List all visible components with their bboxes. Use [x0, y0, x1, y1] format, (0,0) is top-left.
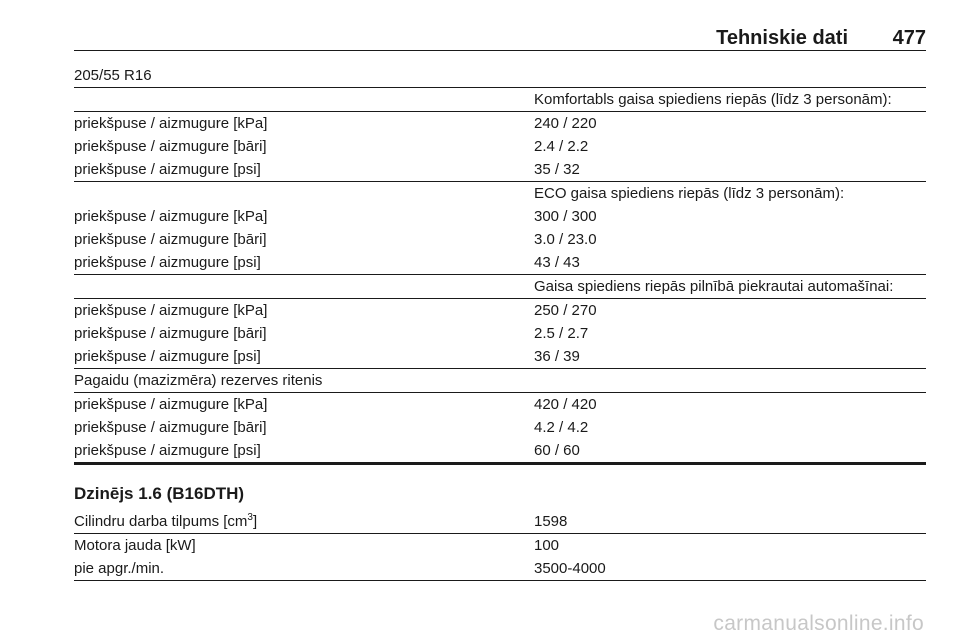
row-label: priekšpuse / aizmugure [kPa] — [74, 115, 268, 132]
table-row — [74, 112, 926, 135]
row-value: 100 — [534, 537, 560, 554]
row-value: 60 / 60 — [534, 442, 580, 459]
row-value: 2.5 / 2.7 — [534, 325, 589, 342]
row-value: 3500-4000 — [534, 560, 606, 577]
spare-heading-row — [74, 369, 926, 393]
row-label: Cilindru darba tilpums $[cm^3]$ — [74, 512, 258, 530]
row-value: 2.4 / 2.2 — [534, 138, 589, 155]
row-label: priekšpuse / aizmugure [psi] — [74, 161, 261, 178]
group-heading-row — [74, 275, 926, 299]
row-label: priekšpuse / aizmugure [kPa] — [74, 208, 268, 225]
row-label: priekšpuse / aizmugure [psi] — [74, 254, 261, 271]
row-label: priekšpuse / aizmugure [bāri] — [74, 138, 267, 155]
row-value: 240 / 220 — [534, 115, 597, 132]
table-row — [74, 205, 926, 228]
page-header — [74, 24, 926, 51]
row-label: priekšpuse / aizmugure [kPa] — [74, 302, 268, 319]
group-heading: ECO gaisa spiediens riepās (līdz 3 personām): — [534, 185, 845, 202]
page-title: Tehniskie dati — [716, 27, 848, 49]
table-row — [74, 299, 926, 322]
table-row — [74, 228, 926, 251]
row-value: 300 / 300 — [534, 208, 597, 225]
table-row — [74, 251, 926, 275]
watermark: carmanualsonline.info — [713, 612, 924, 635]
row-label: Motora jauda [kW] — [74, 537, 196, 554]
row-value: 4.2 / 4.2 — [534, 419, 589, 436]
engine-table — [74, 510, 926, 581]
group-heading: Komfortabls gaisa spiediens riepās (līdz 3 personām): — [534, 91, 892, 108]
row-label: priekšpuse / aizmugure [kPa] — [74, 396, 268, 413]
row-label: priekšpuse / aizmugure [psi] — [74, 442, 261, 459]
table-row — [74, 345, 926, 369]
row-value: 35 / 32 — [534, 161, 580, 178]
table-row — [74, 510, 926, 534]
table-row — [74, 393, 926, 416]
row-value: 1598 — [534, 513, 568, 530]
table-row — [74, 557, 926, 581]
row-label: priekšpuse / aizmugure [psi] — [74, 348, 261, 365]
group-heading-row — [74, 182, 926, 205]
page-number: 477 — [892, 27, 926, 49]
row-label: priekšpuse / aizmugure [bāri] — [74, 419, 267, 436]
row-value: 3.0 / 23.0 — [534, 231, 597, 248]
row-value: 43 / 43 — [534, 254, 580, 271]
engine-section-title: Dzinējs 1.6 (B16DTH) — [74, 484, 245, 503]
table-row — [74, 135, 926, 158]
group-heading: Gaisa spiediens riepās pilnībā piekrautai automašīnai: — [534, 278, 894, 295]
spare-heading: Pagaidu (mazizmēra) rezerves ritenis — [74, 372, 323, 389]
group-heading-row — [74, 88, 926, 112]
row-label: pie apgr./min. — [74, 560, 165, 577]
table-row — [74, 534, 926, 557]
table-row — [74, 158, 926, 182]
row-value: 250 / 270 — [534, 302, 597, 319]
tire-size: 205/55 R16 — [74, 67, 152, 84]
row-label: priekšpuse / aizmugure [bāri] — [74, 231, 267, 248]
tire-size-row — [74, 64, 926, 88]
table-row — [74, 322, 926, 345]
table-row — [74, 416, 926, 439]
row-value: 420 / 420 — [534, 396, 597, 413]
tire-pressure-table — [74, 64, 926, 465]
row-value: 36 / 39 — [534, 348, 580, 365]
row-label: priekšpuse / aizmugure [bāri] — [74, 325, 267, 342]
table-row — [74, 439, 926, 465]
